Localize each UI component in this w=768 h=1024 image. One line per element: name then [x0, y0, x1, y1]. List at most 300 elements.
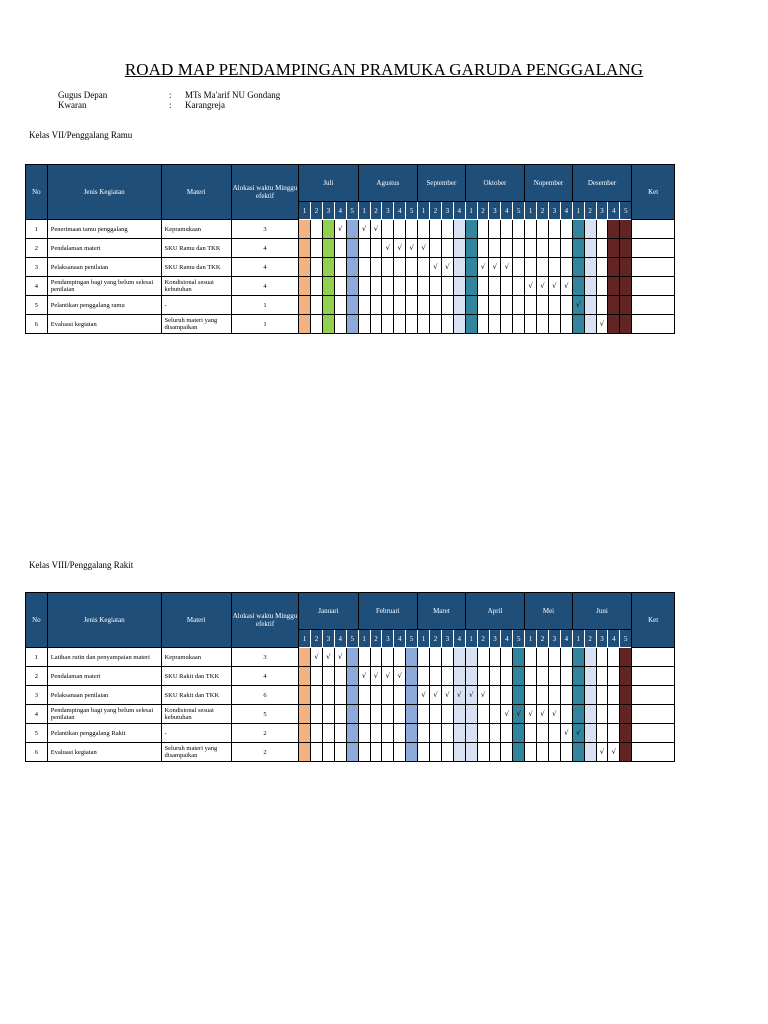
header-month: Juni	[572, 593, 631, 630]
table-header-row	[26, 593, 675, 630]
info-colon: :	[169, 90, 172, 100]
cell-week	[489, 296, 501, 315]
cell-week	[501, 220, 513, 239]
header-week: 3	[322, 630, 334, 648]
cell-week	[489, 705, 501, 724]
cell-week	[572, 277, 584, 296]
check-mark: √	[361, 671, 367, 680]
cell-week	[441, 686, 453, 705]
cell-week	[513, 686, 525, 705]
cell-week	[537, 648, 549, 667]
header-month: September	[418, 165, 466, 202]
cell-week	[537, 258, 549, 277]
cell-week	[382, 648, 394, 667]
cell-week	[346, 220, 358, 239]
check-mark: √	[528, 281, 533, 290]
table-row	[26, 315, 675, 334]
info-row-gugus-depan	[58, 90, 280, 100]
cell-week	[382, 258, 394, 277]
check-mark: √	[409, 243, 414, 252]
cell-week	[370, 724, 382, 743]
cell-week	[465, 705, 477, 724]
cell-week	[299, 743, 311, 762]
cell-materi: SKU Ramu dan TKK	[161, 239, 231, 258]
cell-week	[299, 296, 311, 315]
cell-ket	[632, 724, 675, 743]
cell-week	[620, 667, 632, 686]
cell-week	[311, 258, 323, 277]
cell-week	[418, 724, 430, 743]
check-mark: √	[516, 709, 521, 718]
cell-materi: -	[161, 296, 231, 315]
cell-week	[537, 667, 549, 686]
cell-week	[596, 724, 608, 743]
cell-week	[430, 239, 442, 258]
table-row	[26, 686, 675, 705]
cell-kegiatan: Pelantikan penggalang Rakit	[47, 724, 161, 743]
cell-week	[406, 296, 418, 315]
cell-week	[441, 743, 453, 762]
cell-week	[394, 705, 406, 724]
cell-week	[489, 743, 501, 762]
cell-no: 5	[26, 296, 48, 315]
cell-week	[560, 315, 572, 334]
cell-week	[311, 686, 323, 705]
header-ket: Ket	[632, 165, 675, 220]
cell-no: 2	[26, 239, 48, 258]
cell-week	[501, 277, 513, 296]
cell-week	[620, 277, 632, 296]
cell-week	[418, 239, 430, 258]
cell-alokasi: 1	[231, 315, 298, 334]
cell-week	[560, 686, 572, 705]
header-week: 3	[489, 630, 501, 648]
cell-week	[501, 648, 513, 667]
cell-week	[453, 648, 465, 667]
header-week: 1	[525, 202, 537, 220]
cell-week	[406, 648, 418, 667]
check-mark: √	[445, 690, 450, 699]
cell-week	[358, 705, 370, 724]
cell-week	[608, 686, 620, 705]
cell-week	[477, 258, 489, 277]
cell-kegiatan: Pendampingan bagi yang belum selesai penilaian	[47, 277, 161, 296]
cell-no: 1	[26, 648, 48, 667]
cell-week	[441, 296, 453, 315]
cell-week	[596, 296, 608, 315]
cell-week	[346, 743, 358, 762]
cell-week	[334, 277, 346, 296]
header-week: 4	[394, 202, 406, 220]
cell-alokasi: 4	[231, 239, 298, 258]
cell-week	[525, 315, 537, 334]
cell-week	[501, 667, 513, 686]
cell-week	[358, 686, 370, 705]
cell-week	[584, 277, 596, 296]
check-mark: √	[492, 262, 498, 271]
header-week: 2	[537, 202, 549, 220]
cell-week	[465, 315, 477, 334]
cell-week	[465, 296, 477, 315]
cell-week	[334, 239, 346, 258]
cell-week	[596, 686, 608, 705]
cell-week	[608, 277, 620, 296]
cell-ket	[632, 705, 675, 724]
cell-week	[489, 724, 501, 743]
cell-week	[513, 239, 525, 258]
cell-no: 6	[26, 315, 48, 334]
cell-week	[406, 705, 418, 724]
header-week: 4	[608, 202, 620, 220]
cell-week	[596, 258, 608, 277]
cell-week	[441, 258, 453, 277]
cell-week	[299, 220, 311, 239]
cell-week	[537, 743, 549, 762]
cell-week	[394, 239, 406, 258]
header-week: 4	[334, 630, 346, 648]
cell-week	[525, 277, 537, 296]
cell-week	[501, 743, 513, 762]
cell-week	[453, 705, 465, 724]
cell-week	[513, 220, 525, 239]
roadmap-table	[25, 164, 675, 334]
cell-week	[453, 724, 465, 743]
cell-week	[370, 648, 382, 667]
table-row	[26, 296, 675, 315]
cell-week	[525, 705, 537, 724]
check-mark: √	[552, 709, 557, 718]
cell-week	[537, 724, 549, 743]
cell-week	[596, 705, 608, 724]
cell-week	[394, 277, 406, 296]
cell-week	[501, 296, 513, 315]
check-mark: √	[373, 224, 379, 233]
cell-week	[299, 277, 311, 296]
cell-week	[453, 667, 465, 686]
cell-week	[537, 220, 549, 239]
cell-week	[370, 220, 382, 239]
cell-week	[406, 686, 418, 705]
cell-week	[489, 686, 501, 705]
cell-week	[477, 315, 489, 334]
header-week: 2	[370, 202, 382, 220]
header-week: 2	[477, 630, 489, 648]
cell-week	[418, 220, 430, 239]
cell-materi: SKU Rakit dan TKK	[161, 667, 231, 686]
header-week: 4	[501, 202, 513, 220]
cell-week	[311, 315, 323, 334]
table-row	[26, 220, 675, 239]
cell-week	[370, 667, 382, 686]
cell-week	[477, 724, 489, 743]
cell-week	[560, 724, 572, 743]
cell-week	[406, 315, 418, 334]
cell-week	[370, 315, 382, 334]
cell-week	[560, 296, 572, 315]
header-kegiatan: Jenis Kegiatan	[47, 165, 161, 220]
cell-week	[596, 239, 608, 258]
cell-week	[311, 648, 323, 667]
cell-week	[572, 315, 584, 334]
cell-week	[572, 648, 584, 667]
cell-week	[453, 315, 465, 334]
header-week: 5	[620, 630, 632, 648]
header-week: 1	[418, 202, 430, 220]
cell-no: 3	[26, 686, 48, 705]
cell-week	[584, 315, 596, 334]
check-mark: √	[397, 671, 402, 680]
cell-week	[584, 220, 596, 239]
check-mark: √	[433, 262, 438, 271]
cell-week	[382, 239, 394, 258]
cell-week	[322, 686, 334, 705]
cell-week	[572, 239, 584, 258]
cell-week	[489, 277, 501, 296]
header-week: 4	[608, 630, 620, 648]
cell-ket	[632, 648, 675, 667]
cell-week	[584, 667, 596, 686]
cell-materi: Seluruh materi yang disampaikan	[161, 315, 231, 334]
header-materi: Materi	[161, 593, 231, 648]
cell-week	[548, 296, 560, 315]
cell-week	[560, 239, 572, 258]
header-week: 2	[430, 630, 442, 648]
cell-week	[608, 239, 620, 258]
cell-alokasi: 4	[231, 258, 298, 277]
cell-week	[322, 296, 334, 315]
header-week: 3	[382, 202, 394, 220]
cell-week	[525, 648, 537, 667]
cell-week	[548, 648, 560, 667]
table-row	[26, 667, 675, 686]
cell-week	[406, 724, 418, 743]
cell-week	[477, 239, 489, 258]
cell-week	[418, 315, 430, 334]
cell-week	[382, 724, 394, 743]
cell-week	[311, 220, 323, 239]
header-week: 1	[465, 202, 477, 220]
cell-week	[584, 743, 596, 762]
cell-week	[548, 239, 560, 258]
cell-week	[453, 220, 465, 239]
cell-week	[465, 277, 477, 296]
cell-ket	[632, 239, 675, 258]
cell-week	[346, 315, 358, 334]
cell-week	[334, 220, 346, 239]
header-week: 1	[358, 202, 370, 220]
cell-week	[346, 705, 358, 724]
cell-week	[608, 667, 620, 686]
cell-week	[358, 315, 370, 334]
header-month: Desember	[572, 165, 631, 202]
cell-kegiatan: Pendalaman materi	[47, 667, 161, 686]
cell-week	[584, 296, 596, 315]
cell-week	[453, 296, 465, 315]
cell-ket	[632, 258, 675, 277]
cell-week	[358, 743, 370, 762]
cell-week	[334, 743, 346, 762]
header-alokasi: Alokasi waktu Minggu efektif	[231, 593, 298, 648]
cell-week	[370, 296, 382, 315]
cell-week	[394, 743, 406, 762]
header-month: Maret	[418, 593, 466, 630]
header-week: 4	[560, 202, 572, 220]
cell-materi: Seluruh materi yang disampaikan	[161, 743, 231, 762]
cell-week	[299, 258, 311, 277]
cell-week	[299, 315, 311, 334]
cell-week	[430, 220, 442, 239]
header-week: 1	[572, 630, 584, 648]
header-week: 2	[477, 202, 489, 220]
cell-week	[382, 686, 394, 705]
header-week: 3	[441, 630, 453, 648]
cell-week	[382, 667, 394, 686]
cell-week	[322, 220, 334, 239]
cell-week	[358, 258, 370, 277]
cell-week	[620, 315, 632, 334]
cell-week	[430, 667, 442, 686]
cell-no: 4	[26, 705, 48, 724]
cell-week	[358, 648, 370, 667]
cell-week	[370, 239, 382, 258]
check-mark: √	[361, 224, 367, 233]
cell-week	[513, 315, 525, 334]
cell-week	[608, 648, 620, 667]
cell-week	[311, 705, 323, 724]
table-row	[26, 239, 675, 258]
cell-ket	[632, 667, 675, 686]
cell-week	[477, 220, 489, 239]
cell-week	[430, 724, 442, 743]
kelas-title: Kelas VIII/Penggalang Rakit	[29, 560, 134, 570]
cell-week	[418, 705, 430, 724]
cell-no: 4	[26, 277, 48, 296]
header-week: 3	[382, 630, 394, 648]
cell-week	[406, 258, 418, 277]
cell-week	[596, 743, 608, 762]
cell-week	[370, 258, 382, 277]
check-mark: √	[504, 262, 510, 271]
cell-week	[548, 277, 560, 296]
table-row	[26, 277, 675, 296]
cell-materi: Kondisional sesuai kebutuhan	[161, 705, 231, 724]
check-mark: √	[385, 243, 391, 252]
cell-week	[525, 686, 537, 705]
header-week: 3	[548, 630, 560, 648]
header-week: 2	[430, 202, 442, 220]
cell-week	[548, 667, 560, 686]
table-row	[26, 724, 675, 743]
cell-week	[513, 648, 525, 667]
cell-week	[572, 743, 584, 762]
cell-week	[525, 296, 537, 315]
header-week: 3	[441, 202, 453, 220]
cell-week	[584, 724, 596, 743]
cell-week	[620, 686, 632, 705]
check-mark: √	[576, 300, 581, 309]
cell-week	[513, 258, 525, 277]
cell-week	[560, 277, 572, 296]
cell-week	[394, 220, 406, 239]
cell-week	[560, 648, 572, 667]
check-mark: √	[338, 224, 343, 233]
cell-week	[430, 315, 442, 334]
cell-week	[489, 239, 501, 258]
cell-week	[334, 315, 346, 334]
cell-kegiatan: Pendalaman materi	[47, 239, 161, 258]
cell-week	[596, 277, 608, 296]
cell-no: 5	[26, 724, 48, 743]
cell-week	[441, 220, 453, 239]
cell-materi: Kepramukaan	[161, 648, 231, 667]
header-no: No	[26, 593, 48, 648]
header-month: April	[465, 593, 524, 630]
cell-ket	[632, 296, 675, 315]
info-label: Gugus Depan	[58, 90, 108, 100]
header-week: 3	[596, 630, 608, 648]
table-row	[26, 648, 675, 667]
check-mark: √	[599, 747, 605, 756]
cell-week	[477, 648, 489, 667]
cell-week	[322, 315, 334, 334]
cell-week	[453, 258, 465, 277]
cell-week	[513, 724, 525, 743]
cell-week	[608, 296, 620, 315]
cell-week	[513, 296, 525, 315]
cell-no: 6	[26, 743, 48, 762]
cell-week	[572, 296, 584, 315]
cell-week	[608, 743, 620, 762]
cell-week	[525, 220, 537, 239]
cell-materi: SKU Rakit dan TKK	[161, 686, 231, 705]
header-month: Juli	[299, 165, 358, 202]
check-mark: √	[480, 262, 486, 271]
cell-week	[334, 667, 346, 686]
cell-week	[465, 743, 477, 762]
cell-week	[322, 724, 334, 743]
cell-week	[382, 220, 394, 239]
header-week: 3	[322, 202, 334, 220]
cell-kegiatan: Pelaksanaan penilaian	[47, 686, 161, 705]
cell-materi: Kondisional sesuai kebutuhan	[161, 277, 231, 296]
cell-kegiatan: Evaluasi kegiatan	[47, 743, 161, 762]
cell-week	[453, 277, 465, 296]
header-month: Nopember	[525, 165, 573, 202]
cell-week	[382, 315, 394, 334]
cell-week	[620, 239, 632, 258]
cell-week	[418, 277, 430, 296]
cell-week	[465, 239, 477, 258]
cell-week	[572, 705, 584, 724]
check-mark: √	[314, 652, 319, 661]
cell-no: 2	[26, 667, 48, 686]
header-week: 5	[513, 630, 525, 648]
table-header-row	[26, 165, 675, 202]
cell-week	[537, 686, 549, 705]
header-month: Mei	[525, 593, 573, 630]
cell-week	[560, 258, 572, 277]
cell-ket	[632, 277, 675, 296]
cell-week	[322, 258, 334, 277]
header-week: 1	[572, 202, 584, 220]
cell-no: 3	[26, 258, 48, 277]
check-mark: √	[564, 728, 569, 737]
cell-week	[465, 667, 477, 686]
cell-week	[513, 277, 525, 296]
cell-week	[525, 667, 537, 686]
cell-week	[584, 686, 596, 705]
header-week: 4	[501, 630, 513, 648]
